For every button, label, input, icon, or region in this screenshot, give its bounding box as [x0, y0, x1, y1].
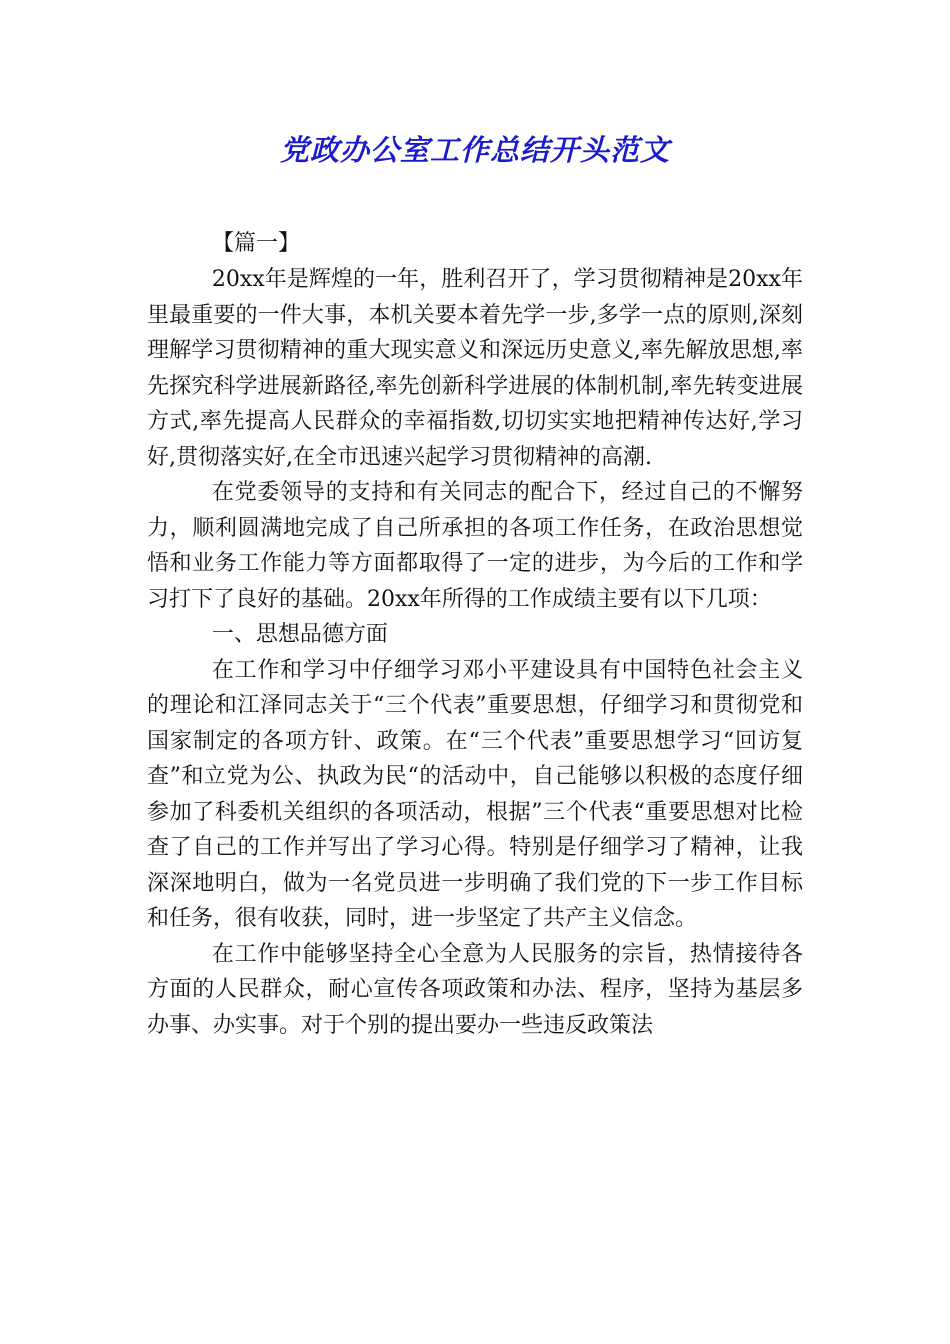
- paragraph-1: 20xx年是辉煌的一年，胜利召开了，学习贯彻精神是20xx年里最重要的一件大事，本机关要本着先学一步,多学一点的原则,深刻理解学习贯彻精神的重大现实意义和深远历史意义,率先解放思想,率先探究科学进展新路径,率先创新科学进展的体制机制,率先转变进展方式,率先提高人民群众的幸福指数,切切实实地把精神传达好,学习好,贯彻落实好,在全市迅速兴起学习贯彻精神的高潮.: [147, 267, 803, 470]
- section-heading: 一、思想品德方面: [211, 622, 388, 647]
- paragraph-3: 在工作和学习中仔细学习邓小平建设具有中国特色社会主义的理论和江泽同志关于“三个代表”重要思想，仔细学习和贯彻党和国家制定的各项方针、政策。在“三个代表”重要思想学习“回访复查”和立党为公、执政为民“的活动中，自己能够以积极的态度仔细参加了科委机关组织的各项活动，根据”三个代表“重要思想对比检查了自己的工作并写出了学习心得。特别是仔细学习了精神，让我深深地明白，做为一名党员进一步明确了我们党的下一步工作目标和任务，很有收获，同时，进一步坚定了共产主义信念。: [147, 657, 803, 931]
- paragraph-2: 在党委领导的支持和有关同志的配合下，经过自己的不懈努力，顺利圆满地完成了自己所承担的各项工作任务，在政治思想觉悟和业务工作能力等方面都取得了一定的进步，为今后的工作和学习打下了良好的基础。20xx年所得的工作成绩主要有以下几项：: [147, 480, 803, 612]
- paragraph-4: 在工作中能够坚持全心全意为人民服务的宗旨，热情接待各方面的人民群众，耐心宣传各项政策和办法、程序，坚持为基层多办事、办实事。对于个别的提出要办一些违反政策法: [147, 941, 803, 1038]
- document-body: [147, 262, 803, 1043]
- section-label: 【篇一】: [212, 231, 301, 256]
- document-title: 党政办公室工作总结开头范文: [279, 133, 670, 167]
